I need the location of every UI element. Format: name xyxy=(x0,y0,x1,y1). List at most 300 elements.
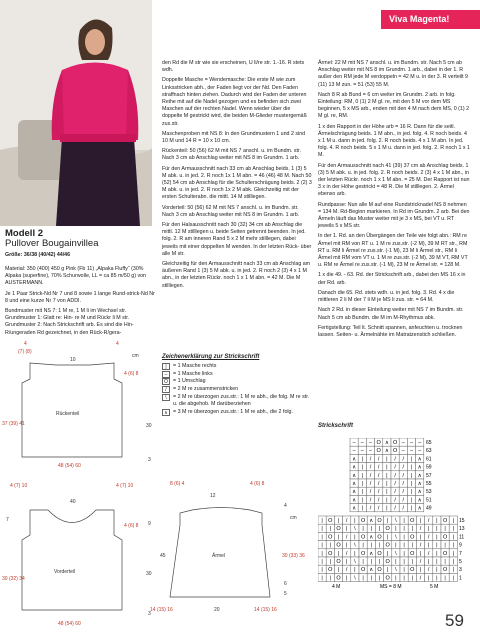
chart-row-label: 65 xyxy=(426,440,432,446)
chart-symbol: | xyxy=(410,489,413,496)
paragraph: In der 1. Rd. an den Übergängen der Teile wie folgt abn.: RM re Ärmel mit RM von RT u. 1 M re zus.str. (-2 M), 39 M RT str., RM RT u. RM li Ärmel re zus.str. (-1 M), 23 M li Ärmel str., RM li Ärmel mit RM vom VT u. 1 M re zus.str. (-2 M), 39 M VT, RM VT u. RM re Ärmel re zus.str. (-1 M), 23 M re Ärmel str. = 128 M. xyxy=(318,233,468,269)
instructions-column-1 xyxy=(5,266,155,340)
chart-symbol: ∧ xyxy=(417,472,422,479)
sleeve-h6: 6 xyxy=(284,581,287,587)
chart-symbol: O xyxy=(360,550,366,557)
front-h30: 30 xyxy=(146,571,152,577)
chart-symbol: ∧ xyxy=(352,472,357,479)
purl-symbol-icon: – xyxy=(162,371,170,378)
chart-symbol: / xyxy=(377,497,380,504)
chart-symbol: | xyxy=(452,518,455,524)
paragraph: Doppelte Masche = Wendemasche: Die erste M wie zum Linksstricken abh., der Faden liegt vor der Nd. Den Faden straffnach hinten ziehen. Dadurch wird der Faden der unteren Reihe mit auf die Nadel gezogen und es befinden sich zwei Maschen auf der rechten Nadel. Wenn wieder über die doppelte M gestrickt wird, die beiden M-Glieder mustergemäß zus.str. xyxy=(162,77,307,127)
paragraph: Nach 2 Rd. in dieser Einteilung weiter mit NS 7 im Bundm. str. Nach 5 cm ab Bundm. die M im M-Rhythmus abk. xyxy=(318,307,464,321)
paragraph: Grundmuster 1: Glatt re: Hin- re M und Rückr li M str. xyxy=(5,315,130,322)
back-label: Rückenteil xyxy=(56,411,80,417)
chart-symbol: | xyxy=(436,534,438,541)
chart-symbol: | xyxy=(452,542,455,549)
chart-row-label: 9 xyxy=(459,542,462,549)
chart-symbol: | xyxy=(321,559,323,565)
chart-symbol: / xyxy=(345,534,348,541)
chart-symbol: O xyxy=(442,550,448,557)
chart-symbol: | xyxy=(345,575,348,582)
front-bottom: 48 (54) 60 xyxy=(58,621,81,627)
legend-label: = 1 Masche rechts xyxy=(173,363,217,369)
paragraph: Für den Armausschnitt nach 41 (39) 37 cm ab Anschlag beids. 1 (3) 5 M abk. u. in jed. folg. 2. R noch beids. 2 (3) 4 x 1 M abn., in der letzten Rückr. noch 1 x 1 M abn. = 25 M. Der Rapport ist nun 3 x in der Höhe gestrickt = 48 R. Die M stilllegen. 2. Ärmel ebenso arb. xyxy=(318,162,470,198)
chart-symbol: O xyxy=(336,575,341,582)
ssk-symbol-icon: \ xyxy=(162,394,170,401)
chart-symbol: \ xyxy=(354,526,356,533)
chart-repeat-label: MS = 8 M xyxy=(380,584,402,590)
sleeve-h45: 45 xyxy=(160,553,166,559)
sleeve-h4: 4 xyxy=(284,503,287,509)
chart-symbol: | xyxy=(444,542,446,549)
chart-symbol: | xyxy=(419,534,422,541)
sleeve-topleft: 8 (6) 4 xyxy=(170,481,185,487)
chart-symbol: O xyxy=(442,534,448,541)
chart-symbol: | xyxy=(452,526,455,533)
chart-symbol: | xyxy=(410,472,413,479)
chart-symbol: | xyxy=(452,559,455,565)
chart-symbol: | xyxy=(345,542,348,549)
chart-symbol: | xyxy=(361,505,364,512)
chart-symbol: ∧ xyxy=(384,440,389,446)
chart-symbol: | xyxy=(444,575,446,582)
chart-symbol: | xyxy=(361,497,364,504)
chart-symbol: / xyxy=(394,489,396,496)
chart-symbol: – xyxy=(409,448,414,455)
front-side: 30 (32) 34 xyxy=(2,576,25,582)
sleeve-cm: cm xyxy=(290,515,297,521)
chart-symbol: / xyxy=(345,518,348,524)
paragraph: Für den Armausschnitt nach 33 cm ab Anschlag beids. 1 (3) 5 M abk. u. in jed. 2. R noch 1x 1 M abn. = 46 (46) 48 M. Nach 50 (52) 54 cm ab Anschlag für die Schulterschrägung beids. 2 (2) 3 M abk. u. in jed. 2. R noch 1x 2 M abk. Gleichzeitig mit der ersten Schulterabn. die mittl. 14 M stilllegen. xyxy=(162,165,312,201)
chart-symbol: \ xyxy=(354,542,356,549)
chart-symbol: ∧ xyxy=(417,456,422,463)
chart-symbol: | xyxy=(329,526,332,533)
chart-symbol: O xyxy=(328,518,333,524)
chart-symbol: O xyxy=(410,550,415,557)
chart-symbol: O xyxy=(392,440,398,446)
chart-symbol: / xyxy=(419,542,422,549)
chart-symbol: O xyxy=(392,448,398,455)
chart-symbol: O xyxy=(377,518,382,524)
chart-symbol: | xyxy=(395,526,397,533)
chart-symbol: | xyxy=(403,575,405,582)
chart-symbol: ∧ xyxy=(369,550,374,557)
chart-symbol: | xyxy=(361,472,364,479)
paragraph: Nach 8 R ab Bund = 6 cm weiter im Grundm. 2 arb. in folg. Einteilung: RM, 0 (1) 2 M gl. re, mit den 5 M vor dem MS beginnen, 5 x MS arb., enden mit den 4 M nach dem MS, 0 (1) 2 M gl. re, RM. xyxy=(318,91,470,120)
model-size: Größe: 36/38 (40/42) 44/46 xyxy=(5,252,71,259)
paragraph: Vorderteil: 50 (56) 62 M mit NS 7 anschl. u. im Bundm. str. Nach 3 cm ab Anschlag weiter mit NS 8 im Grundm. 1 arb. xyxy=(162,204,300,218)
front-neckright: 4 (7) 10 xyxy=(116,483,134,489)
chart-symbol: | xyxy=(452,567,455,574)
chart-symbol: – xyxy=(409,440,414,446)
chart-symbol: ∧ xyxy=(369,567,374,574)
chart-symbol: | xyxy=(362,526,364,533)
legend-label: = 2 M re zusammenstricken xyxy=(173,386,239,393)
chart-symbol: / xyxy=(345,567,348,574)
chart-symbol: / xyxy=(402,481,405,487)
front-h3: 3 xyxy=(148,611,151,617)
paragraph: 1 x die 49. - 63. Rd. der Strickschrift arb., dabei den MS 16 x in der Rd. arb. xyxy=(318,272,466,286)
legend-label: = 3 M re überzogen zus.str.: 1 M re abh., die 2 folg. xyxy=(173,408,293,415)
front-neckleft: 4 (7) 10 xyxy=(10,483,28,489)
chart-symbol: \ xyxy=(395,567,397,574)
chart-symbol: | xyxy=(386,489,388,496)
chart-symbol: / xyxy=(377,472,380,479)
chart-symbol: | xyxy=(403,534,405,541)
chart-symbol: / xyxy=(377,505,380,512)
chart-symbol: ∧ xyxy=(417,497,422,504)
chart-symbol: | xyxy=(436,567,438,574)
chart-symbol: | xyxy=(362,559,364,565)
chart-symbol: O xyxy=(360,534,366,541)
chart-row-label: 59 xyxy=(426,464,432,471)
chart-row-label: 11 xyxy=(459,534,465,541)
chart-symbol: / xyxy=(402,489,405,496)
chart-symbol: | xyxy=(386,464,388,471)
knitting-chart xyxy=(318,438,478,598)
chart-symbol: | xyxy=(436,550,438,557)
legend-label: = 1 Umschlag xyxy=(173,378,206,385)
chart-symbol: | xyxy=(427,575,430,582)
chart-symbol: O xyxy=(377,567,382,574)
chart-symbol: – xyxy=(401,440,405,446)
chart-symbol: – xyxy=(352,448,356,455)
back-h3: 3 xyxy=(148,457,151,463)
back-h30: 30 xyxy=(146,423,152,429)
front-top: 40 xyxy=(70,499,76,505)
sleeve-side: 30 (33) 36 xyxy=(282,553,305,559)
back-arm: 4 (6) 8 xyxy=(124,371,139,377)
chart-symbol: | xyxy=(378,526,381,533)
chart-symbol: | xyxy=(395,542,397,549)
chart-symbol: | xyxy=(361,456,364,463)
chart-symbol: \ xyxy=(395,518,397,524)
chart-symbol: | xyxy=(370,559,373,565)
chart-symbol: | xyxy=(436,575,438,582)
chart-symbol: / xyxy=(377,464,380,471)
chart-symbol: | xyxy=(378,575,381,582)
front-h9: 9 xyxy=(148,521,151,527)
paragraph: Gleichzeitig für den Armausschnitt nach 33 cm ab Anschlag am äußeren Rand 1 (3) 5 M abk. u. in jed. 2. R noch 2 (3) 4 x 1 M abn., in der letzten Rückr. noch 1 x 1 M abn. = 42 M. Die M stilllegen. xyxy=(162,261,311,289)
chart-symbol: | xyxy=(403,518,405,524)
chart-symbol: | xyxy=(337,534,340,541)
chart-symbol: | xyxy=(321,567,323,574)
chart-symbol: / xyxy=(369,497,372,504)
chart-symbol: O xyxy=(410,567,415,574)
paragraph: Danach die 65. Rd. stets wdh. u. in jed. folg. 3. Rd. 4 x die mittleren 2 li M der 7 li M je MS li zus. str. = 64 M. xyxy=(318,289,455,304)
chart-symbol: \ xyxy=(354,575,356,582)
back-cm: cm xyxy=(132,353,139,359)
chart-row-label: 55 xyxy=(426,481,432,487)
front-arm: 4 (6) 8 xyxy=(124,523,139,529)
chart-symbol: | xyxy=(321,534,323,541)
chart-symbol: ∧ xyxy=(352,505,357,512)
chart-symbol: | xyxy=(378,559,381,565)
chart-symbol: | xyxy=(403,550,405,557)
chart-symbol: | xyxy=(321,575,323,582)
chart-symbol: / xyxy=(402,497,405,504)
paragraph: Ärmel: 22 M mit NS 7 anschl. u. im Bundm. str. Nach 5 cm ab Anschlag weiter mit NS 8 im Grundm. 1 arb., dabei in der 1. R außer den RM jede M verdoppeln = 42 M u. in der 3. R verteilt 9 (11) 13 M zun. = 51 (53) 55 M. xyxy=(318,60,469,88)
chart-symbol: | xyxy=(361,464,364,471)
chart-symbol: | xyxy=(403,567,405,574)
chart-symbol: | xyxy=(436,559,438,565)
chart-symbol: | xyxy=(419,518,422,524)
chart-symbol: | xyxy=(427,526,430,533)
chart-symbol: | xyxy=(452,534,455,541)
chart-symbol: | xyxy=(419,567,422,574)
model-name: Modell 2 xyxy=(5,228,44,239)
chart-symbol: / xyxy=(369,464,372,471)
chart-symbol: O xyxy=(336,559,341,565)
back-side: 37 (39) 41 xyxy=(2,421,25,427)
chart-symbol: / xyxy=(402,456,405,463)
chart-symbol: | xyxy=(403,542,405,549)
front-h7: 7 xyxy=(6,517,9,523)
chart-lower-grid xyxy=(318,516,465,582)
chart-symbol: \ xyxy=(395,534,397,541)
chart-symbol: | xyxy=(361,481,364,487)
chart-symbol: / xyxy=(369,489,372,496)
chart-symbol: O xyxy=(328,550,333,557)
chart-symbol: O xyxy=(360,567,366,574)
chart-symbol: / xyxy=(427,518,430,524)
chart-symbol: – xyxy=(352,440,356,446)
chart-symbol: / xyxy=(377,489,380,496)
chart-symbol: / xyxy=(402,464,405,471)
chart-symbol: | xyxy=(386,505,388,512)
yarn-over-symbol-icon: O xyxy=(162,378,170,385)
chart-symbol: ∧ xyxy=(417,489,422,496)
chart-symbol: | xyxy=(337,518,340,524)
chart-symbol: | xyxy=(436,518,438,524)
chart-symbol: | xyxy=(386,472,388,479)
chart-symbol: / xyxy=(394,497,396,504)
chart-symbol: ∧ xyxy=(352,464,357,471)
paragraph: Grundmuster 2: Nach Strickschrift arb. Es sind die Hin-R/ungeraden Rd gezeichnet, in den Rück-R/gera- xyxy=(5,322,134,336)
chart-symbol: | xyxy=(452,550,455,557)
back-outline xyxy=(22,363,122,457)
chart-symbol: | xyxy=(386,550,389,557)
back-topright: 4 xyxy=(116,341,119,347)
chart-symbol: | xyxy=(345,526,348,533)
chart-symbol: \ xyxy=(395,550,397,557)
sleeve-bottomleft: 14 (15) 16 xyxy=(150,607,173,613)
chart-symbol: – xyxy=(368,448,373,455)
chart-symbol: O xyxy=(410,518,415,524)
chart-symbol: ∧ xyxy=(352,489,357,496)
chart-symbol: / xyxy=(377,456,380,463)
chart-symbol: | xyxy=(321,542,323,549)
chart-symbol: | xyxy=(386,534,389,541)
chart-symbol: / xyxy=(369,472,372,479)
chart-symbol: | xyxy=(329,542,332,549)
chart-symbol: O xyxy=(360,518,366,524)
chart-symbol: O xyxy=(442,518,448,524)
chart-symbol: – xyxy=(418,440,422,446)
chart-symbol: | xyxy=(403,559,405,565)
front-outline xyxy=(22,510,122,610)
chart-symbol: O xyxy=(328,567,333,574)
chart-symbol: | xyxy=(411,526,414,533)
chart-symbol: ∧ xyxy=(384,448,389,455)
chart-row-label: 51 xyxy=(426,497,432,504)
paragraph: Bundmuster mit NS 7: 1 M re, 1 M li im Wechsel str. xyxy=(5,308,127,315)
chart-symbol: ∧ xyxy=(417,481,422,487)
sk2p-symbol-icon: ∧ xyxy=(162,409,170,416)
chart-symbol: | xyxy=(386,567,389,574)
paragraph: 1 x den Rapport in der Höhe arb = 16 R. Dann für die seitl. Ärmelschrägung beids. 1 M abn., in jed. folg. 4. R noch beids. 4 x 1 M u. dann in jed. folg. 2. R noch beids. 4 x 1 M abn. In jed. folg. 4. R noch beids. 5 x 1 M u. dann in jed. folg. 2. R noch 1 x 1 M. xyxy=(318,123,470,159)
chart-symbol: ∧ xyxy=(352,456,357,463)
chart-symbol: | xyxy=(329,575,332,582)
paragraph: Maschenproben mit NS 8: In den Grundmustern 1 und 2 sind 10 M und 14 R = 10 x 10 cm. xyxy=(162,130,306,145)
chart-repeat-label: 4 M xyxy=(332,584,341,590)
k2tog-symbol-icon: / xyxy=(162,386,170,393)
sleeve-bottomright: 14 (15) 16 xyxy=(254,607,277,613)
instructions-column-3 xyxy=(318,60,470,342)
model-title xyxy=(5,229,153,260)
chart-symbol: | xyxy=(411,542,414,549)
chart-symbol: – xyxy=(360,448,364,455)
chart-symbol: | xyxy=(321,518,323,524)
chart-symbol: O xyxy=(376,440,381,446)
chart-symbol: ∧ xyxy=(369,534,374,541)
chart-symbol: O xyxy=(328,534,333,541)
chart-symbol: O xyxy=(377,550,382,557)
chart-symbol: | xyxy=(329,559,332,565)
chart-symbol: | xyxy=(444,559,446,565)
instructions-column-2 xyxy=(162,60,312,293)
chart-symbol: / xyxy=(427,534,430,541)
chart-symbol: | xyxy=(427,559,430,565)
paragraph: Material: 350 (400) 450 g Pink (Fb 11) „Alpaka Fluffy“ (30% Alpaka (superfine), 70% Schurwolle, LL = ca 85 m/50 g) von AUSTERMANN. xyxy=(5,266,146,287)
paragraph: Je 1 Paar Strick-Nd Nr 7 und 8 sowie 1 lange Rund-strick-Nd Nr 8 und eine kurze Nr 7 von ADDI. xyxy=(5,290,155,304)
chart-symbol: ∧ xyxy=(369,518,374,524)
chart-row-label: 13 xyxy=(459,526,465,533)
chart-symbol: | xyxy=(410,505,413,512)
chart-symbol: ∧ xyxy=(417,505,422,512)
chart-symbol: / xyxy=(402,472,405,479)
chart-symbol: | xyxy=(354,550,356,557)
chart-symbol: | xyxy=(345,559,348,565)
chart-symbol: | xyxy=(411,575,414,582)
front-label: Vorderteil xyxy=(54,569,76,575)
chart-symbol: | xyxy=(337,550,340,557)
chart-symbol: | xyxy=(410,456,413,463)
chart-row-label: 15 xyxy=(459,518,465,524)
chart-symbol: – xyxy=(418,448,422,455)
chart-symbol: | xyxy=(386,481,388,487)
back-neck: 10 xyxy=(70,357,76,363)
chart-symbol: | xyxy=(410,481,413,487)
chart-symbol: / xyxy=(369,481,372,487)
chart-symbol: | xyxy=(386,518,389,524)
chart-symbol: O xyxy=(336,526,341,533)
chart-symbol: | xyxy=(436,526,438,533)
chart-symbol: / xyxy=(427,567,430,574)
chart-symbol: | xyxy=(354,534,356,541)
chart-symbol: | xyxy=(362,542,364,549)
chart-symbol: – xyxy=(360,440,364,446)
chart-symbol: | xyxy=(370,526,373,533)
chart-upper-grid xyxy=(350,438,432,512)
chart-row-label: 5 xyxy=(459,559,462,565)
chart-symbol: / xyxy=(402,505,405,512)
chart-title: Strickschrift xyxy=(318,423,354,429)
chart-symbol: O xyxy=(336,542,341,549)
chart-symbol: | xyxy=(419,550,422,557)
chart-bottom-labels xyxy=(332,584,438,590)
chart-symbol: | xyxy=(361,489,364,496)
chart-symbol: O xyxy=(385,526,390,533)
page-number: 59 xyxy=(445,611,464,630)
chart-symbol: O xyxy=(385,542,390,549)
chart-symbol: / xyxy=(369,505,372,512)
chart-symbol: | xyxy=(321,550,323,557)
chart-symbol: | xyxy=(436,542,438,549)
sleeve-label: Ärmel xyxy=(212,553,226,559)
chart-symbol: O xyxy=(376,448,381,455)
chart-symbol: O xyxy=(442,567,448,574)
legend-title: Zeichenerklärung zur Strickschrift xyxy=(162,354,260,360)
chart-symbol: | xyxy=(444,526,446,533)
chart-symbol: O xyxy=(385,559,390,565)
back-topleft: 4 xyxy=(24,341,27,347)
chart-row-label: 57 xyxy=(426,472,432,479)
paragraph: Für den Halsausschnitt nach 30 (32) 34 cm ab Anschlag die mittl. 12 M stilllegen u. beide Seiten getrennt beenden. In jed. folg. 2. R am inneren Rand 5 x 2 M mehr stilllegen, dabei jeweils mit einer doppelten M wenden. In der letzten Rück- über alle M str. xyxy=(162,222,312,257)
chart-symbol: / xyxy=(394,505,396,512)
chart-symbol: O xyxy=(410,534,415,541)
chart-symbol: | xyxy=(386,456,388,463)
chart-row-label: 61 xyxy=(426,456,432,463)
chart-symbol: | xyxy=(370,542,373,549)
chart-symbol: \ xyxy=(354,559,356,565)
paragraph: Fertigstellung: Teil lt. Schnitt spannen, anfeuchten u. trocknen lassen. Seiten- u. Ärmelnähte im Matratzenstich schließen. xyxy=(318,324,463,338)
chart-row-label: 53 xyxy=(426,489,432,496)
chart-symbol: ∧ xyxy=(352,481,357,487)
chart-symbol: | xyxy=(395,559,397,565)
chart-repeat-label: 5 M xyxy=(430,584,439,590)
chart-symbol: | xyxy=(354,518,356,524)
back-bottom: 48 (54) 60 xyxy=(58,463,81,469)
chart-symbol: / xyxy=(377,481,380,487)
chart-symbol: / xyxy=(427,550,430,557)
chart-symbol: | xyxy=(378,542,381,549)
chart-symbol: | xyxy=(370,575,373,582)
chart-row-label: 63 xyxy=(426,448,432,455)
chart-symbol: / xyxy=(419,526,422,533)
chart-symbol: | xyxy=(337,567,340,574)
schematics xyxy=(0,335,318,635)
sleeve-bottommid: 20 xyxy=(214,607,220,613)
chart-symbol: – xyxy=(401,448,405,455)
chart-symbol: | xyxy=(386,497,388,504)
chart-symbol: / xyxy=(419,575,422,582)
chart-symbol: – xyxy=(368,440,373,446)
sleeve-h5: 5 xyxy=(284,591,287,597)
chart-row-label: 3 xyxy=(459,567,462,574)
chart-symbol: | xyxy=(362,575,364,582)
chart-symbol: | xyxy=(452,575,455,582)
chart-symbol: | xyxy=(410,464,413,471)
chart-symbol: | xyxy=(395,575,397,582)
chart-symbol: | xyxy=(403,526,405,533)
back-shoulder: (7) (8) xyxy=(18,349,32,355)
sleeve-topright: 4 (6) 8 xyxy=(250,481,265,487)
chart-symbol: ∧ xyxy=(352,497,357,504)
model-subtitle: Pullover Bougainvillea xyxy=(5,238,99,250)
chart-symbol: / xyxy=(394,456,396,463)
